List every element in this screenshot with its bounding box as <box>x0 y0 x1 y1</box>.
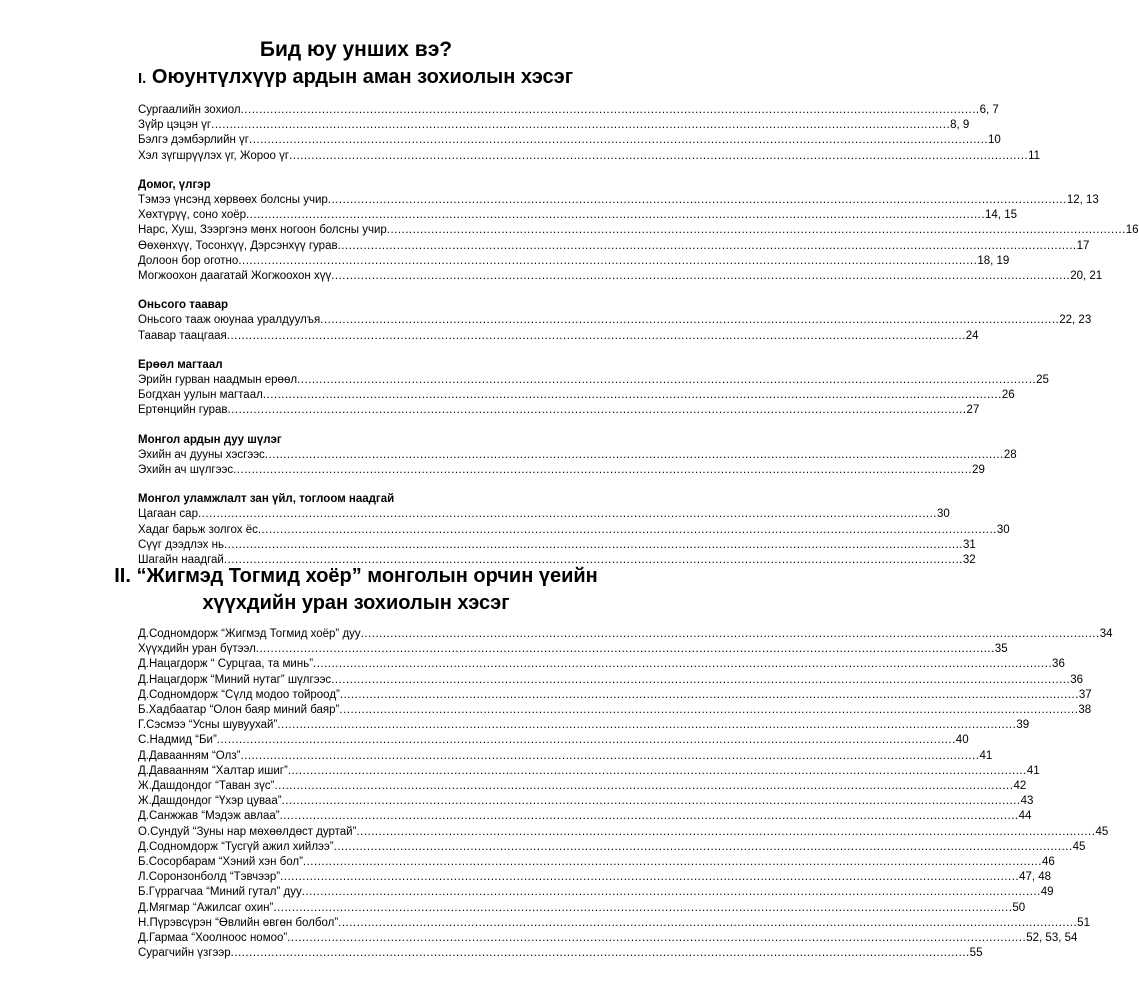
toc-entry-pages: 44 <box>1018 810 1032 823</box>
toc-entry-title: Шагайн наадгай <box>138 554 224 567</box>
toc-entry-title: Л.Соронзонболд “Тэвчээр” <box>138 871 281 884</box>
toc-entry-pages: 45 <box>1072 840 1086 853</box>
toc-entry-title: Бэлгэ дэмбэрлийн үг <box>138 134 249 147</box>
toc-entry <box>138 523 1010 538</box>
dot-leader: ........................................................................................................................................................................................................ <box>227 404 967 417</box>
toc-entry-pages: 36 <box>1070 673 1083 686</box>
dot-leader: ........................................................................................................................................................................................................ <box>287 764 1027 777</box>
toc-entry-title: Оньсого тааж оюунаа уралдуулъя <box>138 314 321 327</box>
toc-entry-title: Ертөнцийн гурав <box>138 404 228 417</box>
toc-entry-pages: 37 <box>1078 688 1092 701</box>
toc-entry-pages: 47, 48 <box>1019 871 1052 884</box>
toc-entry-title: Нарс, Хуш, Зээргэнэ мөнх ногоон болсны учир <box>138 224 387 237</box>
dot-leader: ........................................................................................................................................................................................................ <box>302 856 1042 869</box>
dot-leader: ........................................................................................................................................................................................................ <box>301 886 1041 899</box>
toc-section <box>138 358 1049 419</box>
dot-leader: ........................................................................................................................................................................................................ <box>223 554 963 567</box>
toc-entry-title: Тэмээ үнсэнд хөрвөөх болсны учир <box>138 194 328 207</box>
toc-entry <box>138 627 1113 642</box>
dot-leader: ........................................................................................................................................................................................................ <box>274 780 1014 793</box>
toc-entry-pages: 55 <box>969 947 983 960</box>
toc-entry-pages: 17 <box>1076 239 1090 252</box>
toc-entry <box>138 657 1065 672</box>
toc-entry-title: Сүүг дээдлэх нь <box>138 538 224 551</box>
toc-entry-title: С.Надмид “Би” <box>138 734 217 747</box>
toc-entry <box>138 809 1032 824</box>
dot-leader: ........................................................................................................................................................................................................ <box>337 239 1077 252</box>
dot-leader: ........................................................................................................................................................................................................ <box>339 688 1079 701</box>
toc-entry-title: Д.Нацагдорж “ Сурцгаа, та минь” <box>138 658 314 671</box>
toc-entry-pages: 22, 23 <box>1059 314 1092 327</box>
toc-entry-title: Хэл зүгшрүүлэх үг, Жороо үг <box>138 149 290 162</box>
dot-leader: ........................................................................................................................................................................................................ <box>281 795 1021 808</box>
toc-entry-pages: 43 <box>1020 795 1034 808</box>
toc-entry-title: Цагаан сар <box>138 508 198 521</box>
dot-leader: ........................................................................................................................................................................................................ <box>226 329 966 342</box>
toc-entry-pages: 45 <box>1095 825 1109 838</box>
dot-leader: ........................................................................................................................................................................................................ <box>216 734 956 747</box>
toc-entry-pages: 11 <box>1028 149 1041 162</box>
toc-entry-title: Б.Сосорбарам “Хэний хэн бол” <box>138 856 303 869</box>
toc-entry-pages: 31 <box>962 538 976 551</box>
toc-entry <box>138 840 1086 855</box>
dot-leader: ........................................................................................................................................................................................................ <box>262 389 1002 402</box>
toc-entry-pages: 6, 7 <box>979 104 999 116</box>
dot-leader: ........................................................................................................................................................................................................ <box>211 119 951 132</box>
toc-section <box>138 178 1139 284</box>
toc-entry-title: Н.Пүрэвсүрэн “Өвлийн өвгөн болбол” <box>138 916 339 929</box>
toc-entry-title: Сургаалийн зохиол <box>138 104 241 116</box>
toc-entry <box>138 855 1055 870</box>
dot-leader: ........................................................................................................................................................................................................ <box>338 916 1078 929</box>
toc-entry-pages: 10 <box>988 134 1001 147</box>
toc-entry-pages: 30 <box>937 508 950 521</box>
toc-entry-title: Сурагчийн үзгээр <box>138 947 231 960</box>
toc-entry <box>138 916 1090 931</box>
toc-entry <box>138 885 1054 900</box>
toc-entry-pages: 25 <box>1036 374 1049 387</box>
toc-entry <box>138 254 1010 269</box>
toc-entry <box>138 329 979 344</box>
dot-leader: ........................................................................................................................................................................................................ <box>273 901 1013 914</box>
dot-leader: ........................................................................................................................................................................................................ <box>277 719 1017 732</box>
toc-entry-pages: 28 <box>1003 448 1017 461</box>
toc-entry <box>138 749 993 764</box>
toc-entry-pages: 32 <box>962 554 976 567</box>
toc-entry <box>138 718 1030 733</box>
dot-leader: ........................................................................................................................................................................................................ <box>238 254 978 267</box>
part2-contents <box>138 627 1113 961</box>
toc-section <box>138 433 1017 479</box>
toc-entry-pages: 40 <box>955 734 969 747</box>
dot-leader: ........................................................................................................................................................................................................ <box>246 209 986 222</box>
dot-leader: ........................................................................................................................................................................................................ <box>264 448 1004 461</box>
toc-entry <box>138 507 950 522</box>
dot-leader: ........................................................................................................................................................................................................ <box>197 508 937 521</box>
dot-leader: ........................................................................................................................................................................................................ <box>331 270 1071 283</box>
toc-entry-title: Эхийн ач шүлгээс <box>138 464 234 477</box>
dot-leader: ........................................................................................................................................................................................................ <box>356 825 1096 838</box>
toc-entry-title: Эрийн гурван наадмын ерөөл <box>138 374 298 387</box>
toc-entry <box>138 239 1090 254</box>
toc-entry <box>138 901 1026 916</box>
dot-leader: ........................................................................................................................................................................................................ <box>233 464 973 477</box>
section-heading: Монгол уламжлалт зан үйл, тоглоом наадгай <box>138 493 395 506</box>
toc-entry-pages: 30 <box>996 523 1010 536</box>
toc-entry-pages: 35 <box>994 643 1008 656</box>
toc-entry-pages: 12, 13 <box>1066 194 1099 207</box>
toc-section <box>138 492 1010 568</box>
toc-entry-title: Өөхөнхүү, Тосонхүү, Дэрсэнхүү гурав <box>138 239 338 252</box>
toc-entry <box>138 703 1092 718</box>
dot-leader: ........................................................................................................................................................................................................ <box>287 932 1027 945</box>
toc-entry <box>138 538 976 553</box>
section-heading: Домог, үлгэр <box>138 178 211 191</box>
section-heading: Оньсого таавар <box>138 299 229 312</box>
toc-entry <box>138 208 1018 223</box>
toc-entry-title: О.Сундуй “Зуны нар мөхөөлдөст дуртай” <box>138 825 357 838</box>
toc-entry <box>138 642 1008 657</box>
dot-leader: ........................................................................................................................................................................................................ <box>289 149 1029 162</box>
toc-entry-pages: 50 <box>1012 901 1026 914</box>
section-heading: Монгол ардын дуу шүлэг <box>138 433 282 446</box>
toc-entry-title: Д.Даваанням “Олз” <box>138 749 241 762</box>
toc-entry-title: Д.Мягмар “Ажилсаг охин” <box>138 901 274 914</box>
toc-entry-title: Могжоохон даагатай Жогжоохон хүү <box>138 270 332 283</box>
toc-entry-pages: 52, 53, 54 <box>1026 932 1078 945</box>
dot-leader: ........................................................................................................................................................................................................ <box>320 314 1060 327</box>
part1-contents <box>138 103 1139 568</box>
part1-title-text: Оюунтүлхүүр ардын аман зохиолын хэсэг <box>151 66 574 88</box>
toc-entry-title: Д.Содномдорж “Сүлд модоо тойроод” <box>138 688 340 701</box>
toc-entry <box>138 779 1027 794</box>
toc-entry-title: Д.Гармаа “Хоолноос номоо” <box>138 932 288 945</box>
dot-leader: ........................................................................................................................................................................................................ <box>297 374 1037 387</box>
toc-entry-title: Ж.Дашдондог “Таван зүс” <box>138 780 275 793</box>
toc-entry <box>138 313 1092 328</box>
toc-entry <box>138 733 969 748</box>
toc-entry <box>138 118 970 133</box>
dot-leader: ........................................................................................................................................................................................................ <box>279 810 1019 823</box>
toc-entry <box>138 403 980 418</box>
toc-entry-pages: 16 <box>1125 224 1139 237</box>
toc-entry <box>138 463 985 478</box>
dot-leader: ........................................................................................................................................................................................................ <box>249 134 989 147</box>
dot-leader: ........................................................................................................................................................................................................ <box>339 704 1079 717</box>
toc-entry-title: Д.Санжжав “Мэдэж авлаа” <box>138 810 280 823</box>
toc-entry-pages: 39 <box>1016 719 1030 732</box>
page-title: Бид юу унших вэ? <box>259 38 453 61</box>
toc-entry <box>138 448 1017 463</box>
dot-leader: ........................................................................................................................................................................................................ <box>333 840 1073 853</box>
part1-title <box>138 66 573 89</box>
dot-leader: ........................................................................................................................................................................................................ <box>280 871 1020 884</box>
dot-leader: ........................................................................................................................................................................................................ <box>255 643 995 656</box>
toc-entry-title: Д.Даваанням “Халтар ишиг” <box>138 764 288 777</box>
toc-entry-title: Долоон бор оготно <box>138 254 239 267</box>
toc-entry-title: Богдхан уулын магтаал <box>138 389 263 402</box>
toc-entry-title: Эхийн ач дууны хэсгээс <box>138 448 265 461</box>
toc-entry-title: Д.Нацагдорж “Миний нутаг” шүлгээс <box>138 673 332 686</box>
toc-entry <box>138 193 1099 208</box>
toc-entry <box>138 931 1078 946</box>
toc-entry-title: Д.Содномдорж “Жигмэд Тогмид хоёр” дуу <box>138 628 361 640</box>
dot-leader: ........................................................................................................................................................................................................ <box>223 538 963 551</box>
toc-entry <box>138 688 1092 703</box>
toc-entry <box>138 388 1015 403</box>
toc-entry-pages: 20, 21 <box>1070 270 1103 283</box>
toc-entry <box>138 673 1083 688</box>
toc-entry-pages: 41 <box>1026 764 1040 777</box>
toc-entry <box>138 103 999 118</box>
toc-entry-pages: 49 <box>1040 886 1054 899</box>
dot-leader: ........................................................................................................................................................................................................ <box>327 194 1067 207</box>
toc-entry-pages: 27 <box>966 404 980 417</box>
toc-entry-pages: 51 <box>1077 916 1090 929</box>
toc-section <box>138 103 1041 164</box>
toc-entry-pages: 29 <box>972 464 985 477</box>
toc-entry-title: Зүйр цэцэн үг <box>138 119 212 132</box>
part2-title <box>0 563 712 617</box>
toc-entry-pages: 18, 19 <box>977 254 1010 267</box>
toc-entry-title: Ж.Дашдондог “Үхэр цуваа” <box>138 795 282 808</box>
dot-leader: ........................................................................................................................................................................................................ <box>257 523 997 536</box>
toc-entry <box>138 825 1109 840</box>
toc-entry-title: Г.Сэсмээ “Усны шувуухай” <box>138 719 278 732</box>
dot-leader: ........................................................................................................................................................................................................ <box>313 658 1053 671</box>
toc-entry-pages: 24 <box>965 329 979 342</box>
toc-entry-title: Б.Гүррагчаа “Миний гутал” дуу <box>138 886 302 899</box>
section-heading: Ерөөл магтаал <box>138 358 223 371</box>
part2-title-line1: II. “Жигмэд Тогмид хоёр” монголын орчин үеийн <box>114 565 598 587</box>
toc-entry <box>138 223 1139 238</box>
toc-entry <box>138 269 1103 284</box>
toc-entry-title: Д.Содномдорж “Тусгүй ажил хийлээ” <box>138 840 334 853</box>
toc-entry-pages: 14, 15 <box>985 209 1018 222</box>
toc-entry-title: Таавар таацгаая <box>138 329 227 342</box>
toc-entry-pages: 46 <box>1041 856 1055 869</box>
toc-entry-pages: 8, 9 <box>950 119 970 132</box>
dot-leader: ........................................................................................................................................................................................................ <box>331 673 1071 686</box>
part2-title-line2: хүүхдийн уран зохиолын хэсэг <box>202 592 510 614</box>
toc-entry <box>138 373 1049 388</box>
toc-entry-title: Хүүхдийн уран бүтээл <box>138 643 256 656</box>
dot-leader: ........................................................................................................................................................................................................ <box>240 749 980 762</box>
toc-section <box>138 298 1092 344</box>
toc-entry-title: Хөхтүрүү, соно хоёр <box>138 209 247 222</box>
toc-entry-title: Б.Хадбаатар “Олон баяр миний баяр” <box>138 704 340 717</box>
toc-entry <box>138 764 1040 779</box>
toc-entry <box>138 946 983 961</box>
dot-leader: ........................................................................................................................................................................................................ <box>240 104 980 116</box>
toc-entry <box>138 133 1001 148</box>
dot-leader: ........................................................................................................................................................................................................ <box>230 947 970 960</box>
toc-entry-title: Хадаг барьж золгох ёс <box>138 523 258 536</box>
toc-entry-pages: 42 <box>1013 780 1027 793</box>
toc-entry <box>138 149 1041 164</box>
toc-entry-pages: 26 <box>1001 389 1015 402</box>
toc-entry-pages: 38 <box>1078 704 1092 717</box>
toc-entry-pages: 36 <box>1052 658 1065 671</box>
toc-entry <box>138 794 1034 809</box>
dot-leader: ........................................................................................................................................................................................................ <box>386 224 1126 237</box>
dot-leader: ........................................................................................................................................................................................................ <box>360 628 1100 640</box>
part1-number: I. <box>138 70 147 87</box>
toc-entry <box>138 870 1052 885</box>
toc-entry-pages: 41 <box>979 749 993 762</box>
toc-entry-pages: 34 <box>1099 628 1113 640</box>
